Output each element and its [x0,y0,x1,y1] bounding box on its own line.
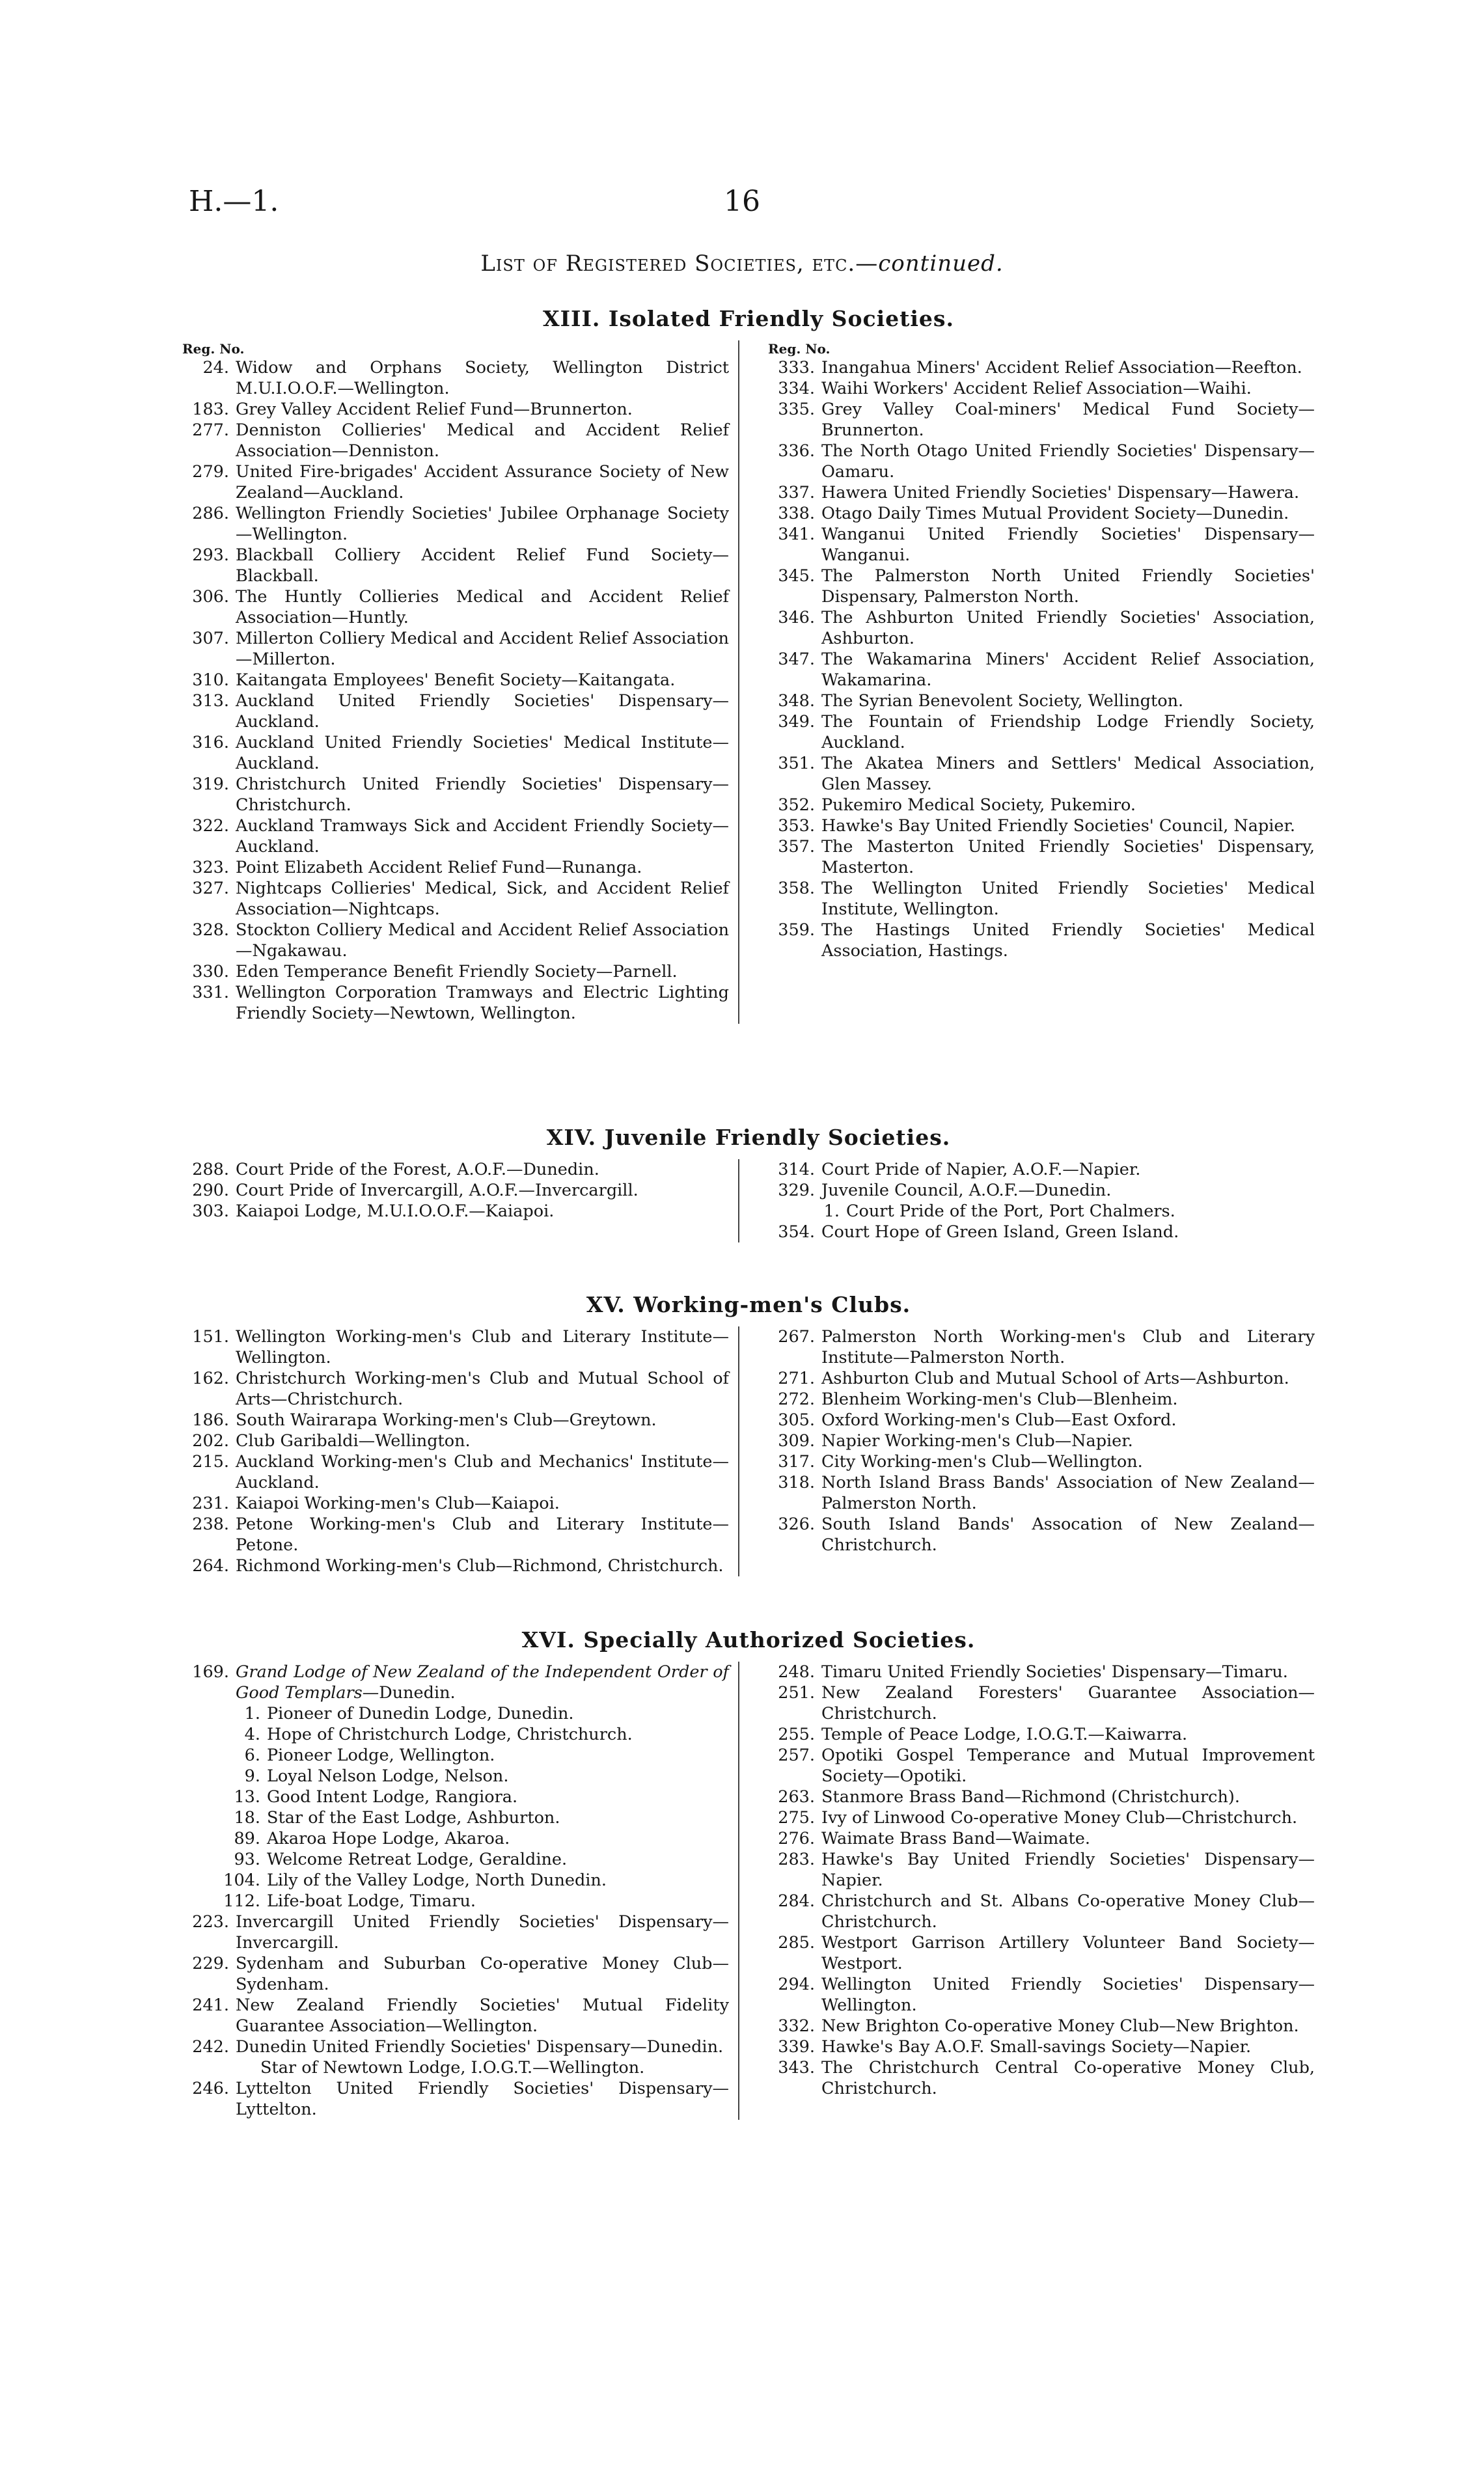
reg-number: 263. [778,1787,815,1807]
reg-number: 358. [778,879,815,898]
list-item [182,586,729,628]
society-name: Petone Working-men's Club and Literary Institute—Petone. [236,1515,729,1555]
list-item [182,961,729,982]
society-location: —Dunedin. [362,1683,456,1703]
society-name: Waihi Workers' Accident Relief Association—Waihi. [821,379,1252,398]
reg-number: 13. [234,1787,260,1807]
list-item [182,670,729,691]
list-item [182,1912,729,1953]
reg-number: 318. [778,1473,815,1492]
reg-number: 290. [192,1181,229,1200]
society-name: New Zealand Foresters' Guarantee Association—Christchurch. [821,1683,1315,1723]
list-item [768,1828,1315,1849]
list-item [182,1787,729,1807]
list-item [768,1891,1315,1932]
list-item [182,628,729,670]
reg-number: 323. [192,858,229,877]
reg-number: 272. [778,1390,815,1409]
list-item [182,1159,729,1180]
society-name: The North Otago United Friendly Societies' Dispensary—Oamaru. [821,441,1315,482]
society-name: Good Intent Lodge, Rangiora. [267,1787,518,1807]
list-item [768,1974,1315,2016]
reg-number: 326. [778,1515,815,1534]
left-column [182,1159,739,1242]
society-name [236,1662,729,1703]
society-name: Pioneer Lodge, Wellington. [267,1746,495,1765]
society-name: Opotiki Gospel Temperance and Mutual Improvement Society—Opotiki. [821,1746,1315,1786]
society-name: Oxford Working-men's Club—East Oxford. [821,1410,1177,1430]
list-item [768,1451,1315,1472]
section-title: XIII. Isolated Friendly Societies. [543,306,954,331]
list-item [182,503,729,545]
reg-number: 215. [192,1452,229,1472]
list-item [768,1514,1315,1556]
list-item [768,1849,1315,1891]
section-title: XVI. Specially Authorized Societies. [521,1627,976,1653]
page-title [0,251,1484,277]
reg-number: 277. [192,420,229,440]
reg-number: 112. [223,1891,260,1911]
list-item [768,2037,1315,2057]
list-item [768,1431,1315,1451]
society-name: Waimate Brass Band—Waimate. [821,1829,1090,1848]
reg-number: 306. [192,587,229,607]
page-header [0,185,1484,237]
reg-number: 307. [192,629,229,648]
reg-number: 104. [223,1871,260,1890]
list-item [768,1180,1315,1201]
society-name: Christchurch Working-men's Club and Mutual School of Arts—Christchurch. [236,1369,729,1409]
society-name: The Hastings United Friendly Societies' Medical Association, Hastings. [821,920,1315,961]
list-item [182,1828,729,1849]
society-name: Ashburton Club and Mutual School of Arts—Ashburton. [821,1369,1289,1388]
society-name: Hawera United Friendly Societies' Dispensary—Hawera. [821,483,1300,502]
society-name: United Fire-brigades' Accident Assurance Society of New Zealand—Auckland. [236,462,729,502]
list-item [768,711,1315,753]
list-item [768,1682,1315,1724]
society-name: Kaiapoi Working-men's Club—Kaiapoi. [236,1494,560,1513]
list-item [768,649,1315,691]
list-item [182,2037,729,2057]
list-item [768,816,1315,836]
reg-number: 169. [192,1662,229,1682]
list-item [182,878,729,920]
list-item [182,1201,729,1222]
reg-number: 1. [823,1201,840,1221]
reg-number: 347. [778,650,815,669]
reg-no-heading: Reg. No. [768,341,831,357]
section-title: XIV. Juvenile Friendly Societies. [546,1125,951,1150]
society-name-italic: Grand Lodge of New Zealand of the Independent Order of Good Templars [236,1662,729,1703]
reg-number: 335. [778,400,815,419]
society-name: Auckland Working-men's Club and Mechanics' Institute—Auckland. [236,1452,729,1492]
reg-number: 346. [778,608,815,627]
list-item [768,1201,1315,1222]
society-name: Life-boat Lodge, Timaru. [267,1891,476,1911]
list-item [182,1995,729,2037]
reg-number: 6. [244,1746,260,1765]
reg-number: 238. [192,1515,229,1534]
reg-number: 348. [778,691,815,711]
list-item [768,1807,1315,1828]
society-name: The Christchurch Central Co-operative Money Club, Christchurch. [821,2058,1315,2098]
society-name: Kaitangata Employees' Benefit Society—Kaitangata. [236,670,676,690]
society-name: Eden Temperance Benefit Friendly Society—Parnell. [236,962,678,981]
list-item [768,1745,1315,1787]
reg-number: 283. [778,1850,815,1869]
reg-number: 336. [778,441,815,461]
list-item [768,2016,1315,2037]
society-name: Christchurch and St. Albans Co-operative Money Club—Christchurch. [821,1891,1315,1932]
reg-number: 331. [192,983,229,1002]
reg-number: 333. [778,358,815,377]
society-name: Wellington Friendly Societies' Jubilee Orphanage Society—Wellington. [236,504,729,544]
list-item [182,1745,729,1766]
society-name: Invercargill United Friendly Societies' Dispensary—Invercargill. [236,1912,729,1953]
list-item [768,566,1315,607]
society-name: Auckland United Friendly Societies' Medical Institute—Auckland. [236,733,729,773]
list-item [182,399,729,420]
page-number: 16 [724,185,760,218]
list-item [768,399,1315,441]
reg-number: 345. [778,566,815,586]
reg-number: 286. [192,504,229,523]
society-name: Wellington United Friendly Societies' Dispensary—Wellington. [821,1975,1315,2015]
reg-number: 242. [192,2037,229,2057]
society-name: Akaroa Hope Lodge, Akaroa. [267,1829,510,1848]
list-item [182,357,729,399]
list-item [768,1159,1315,1180]
society-name: Grey Valley Coal-miners' Medical Fund Society—Brunnerton. [821,400,1315,440]
society-name: Pioneer of Dunedin Lodge, Dunedin. [267,1704,574,1723]
list-item [768,878,1315,920]
list-item [182,420,729,461]
society-name: Kaiapoi Lodge, M.U.I.O.O.F.—Kaiapoi. [236,1201,555,1221]
society-name: Court Pride of Napier, A.O.F.—Napier. [821,1160,1141,1179]
list-item [182,920,729,961]
list-item [768,607,1315,649]
section-isolated-friendly-societies [182,306,1315,1024]
list-item [768,1724,1315,1745]
society-name: Widow and Orphans Society, Wellington District M.U.I.O.O.F.—Wellington. [236,358,729,398]
reg-number: 338. [778,504,815,523]
society-name: The Palmerston North United Friendly Societies' Dispensary, Palmerston North. [821,566,1315,607]
society-name: Temple of Peace Lodge, I.O.G.T.—Kaiwarra. [821,1725,1188,1744]
reg-number: 18. [234,1808,260,1828]
society-name: South Wairarapa Working-men's Club—Greytown. [236,1410,657,1430]
list-item [768,441,1315,482]
society-name: The Syrian Benevolent Society, Wellington. [821,691,1184,711]
society-name: The Fountain of Friendship Lodge Friendly Society, Auckland. [821,712,1315,752]
society-name: Auckland Tramways Sick and Accident Friendly Society—Auckland. [236,816,729,857]
reg-number: 353. [778,816,815,836]
reg-number: 229. [192,1954,229,1973]
society-name: Nightcaps Collieries' Medical, Sick, and Accident Relief Association—Nightcaps. [236,879,729,919]
society-name: Denniston Collieries' Medical and Accident Relief Association—Denniston. [236,420,729,461]
list-item [182,1662,729,1703]
list-item [768,524,1315,566]
society-name: Court Pride of the Port, Port Chalmers. [846,1201,1175,1221]
reg-number: 93. [234,1850,260,1869]
reg-number: 246. [192,2079,229,2098]
left-column [182,340,739,1024]
society-name: City Working-men's Club—Wellington. [821,1452,1143,1472]
reg-number: 24. [202,358,229,377]
reg-number: 343. [778,2058,815,2078]
society-name: Pukemiro Medical Society, Pukemiro. [821,795,1136,815]
reg-number: 275. [778,1808,815,1828]
society-name: Dunedin United Friendly Societies' Dispensary—Dunedin. [236,2037,724,2057]
society-name: Loyal Nelson Lodge, Nelson. [267,1766,509,1786]
section-specially-authorized-societies [182,1627,1315,2120]
society-name: Star of the East Lodge, Ashburton. [267,1808,560,1828]
society-name: Grey Valley Accident Relief Fund—Brunnerton. [236,400,633,419]
reg-number: 314. [778,1160,815,1179]
reg-number: 285. [778,1933,815,1953]
reg-number: 255. [778,1725,815,1744]
list-item [768,1222,1315,1242]
list-item [182,1451,729,1493]
reg-number: 334. [778,379,815,398]
list-item [768,1368,1315,1389]
list-item [182,1514,729,1556]
document-code: H.—1. [189,185,279,218]
reg-number: 248. [778,1662,815,1682]
reg-number: 151. [192,1327,229,1347]
list-item [182,1891,729,1912]
reg-number: 241. [192,1996,229,2015]
list-item [768,1932,1315,1974]
list-item [768,1389,1315,1410]
list-item [182,1368,729,1410]
reg-number: 319. [192,775,229,794]
society-name: Millerton Colliery Medical and Accident Relief Association—Millerton. [236,629,729,669]
reg-number: 183. [192,400,229,419]
reg-number: 354. [778,1222,815,1242]
society-name: Hope of Christchurch Lodge, Christchurch. [267,1725,633,1744]
list-item [182,2057,729,2078]
reg-number: 310. [192,670,229,690]
right-column [762,340,1315,1024]
reg-number: 1. [244,1704,260,1723]
society-name: The Ashburton United Friendly Societies' Association, Ashburton. [821,608,1315,648]
list-item [182,1724,729,1745]
society-name: North Island Brass Bands' Association of New Zealand—Palmerston North. [821,1473,1315,1513]
reg-number: 264. [192,1556,229,1576]
reg-number: 294. [778,1975,815,1994]
list-item [182,1431,729,1451]
list-item [768,1787,1315,1807]
reg-number: 231. [192,1494,229,1513]
society-name: The Masterton United Friendly Societies' Dispensary, Masterton. [821,837,1315,877]
reg-number [182,2057,260,2078]
left-column [182,1662,739,2120]
reg-number: 330. [192,962,229,981]
list-item [768,836,1315,878]
society-name: Court Hope of Green Island, Green Island. [821,1222,1179,1242]
reg-number: 309. [778,1431,815,1451]
reg-number: 327. [192,879,229,898]
list-item [768,1410,1315,1431]
society-name: Sydenham and Suburban Co-operative Money Club—Sydenham. [236,1954,729,1994]
list-item [768,2057,1315,2099]
list-item [182,461,729,503]
list-item [182,982,729,1024]
list-item [182,857,729,878]
list-item [182,1180,729,1201]
list-item [182,691,729,732]
society-name: Wellington Corporation Tramways and Electric Lighting Friendly Society—Newtown, Wellington. [236,983,729,1023]
society-name: Timaru United Friendly Societies' Dispensary—Timaru. [821,1662,1288,1682]
society-name: Star of Newtown Lodge, I.O.G.T.—Wellington. [260,2058,645,2078]
list-item [182,816,729,857]
reg-number: 332. [778,2016,815,2036]
reg-number: 267. [778,1327,815,1347]
reg-number: 349. [778,712,815,732]
reg-number: 352. [778,795,815,815]
reg-no-heading: Reg. No. [182,341,245,357]
list-item [182,1953,729,1995]
list-item [182,1766,729,1787]
society-name: Lily of the Valley Lodge, North Dunedin. [267,1871,607,1890]
title-main: List of Registered Societies, etc.— [480,251,879,277]
list-item [768,482,1315,503]
right-column [762,1662,1315,2120]
reg-number: 288. [192,1160,229,1179]
reg-number: 89. [234,1829,260,1848]
reg-number: 339. [778,2037,815,2057]
list-item [182,1703,729,1724]
society-name: Blackball Colliery Accident Relief Fund Society—Blackball. [236,545,729,586]
society-name: Wanganui United Friendly Societies' Dispensary—Wanganui. [821,525,1315,565]
reg-number: 251. [778,1683,815,1703]
list-item [768,795,1315,816]
list-item [182,545,729,586]
society-name: Lyttelton United Friendly Societies' Dispensary—Lyttelton. [236,2079,729,2119]
title-suffix: continued. [878,251,1004,277]
reg-number: 357. [778,837,815,857]
list-item [768,920,1315,961]
reg-number: 313. [192,691,229,711]
reg-number: 316. [192,733,229,752]
section-title: XV. Working-men's Clubs. [586,1292,911,1317]
reg-number: 257. [778,1746,815,1765]
list-item [768,357,1315,378]
society-name: Club Garibaldi—Wellington. [236,1431,471,1451]
society-name: Palmerston North Working-men's Club and Literary Institute—Palmerston North. [821,1327,1315,1367]
society-name: Hawke's Bay A.O.F. Small-savings Society—Napier. [821,2037,1252,2057]
reg-number: 202. [192,1431,229,1451]
reg-number: 284. [778,1891,815,1911]
society-name: Hawke's Bay United Friendly Societies' Dispensary—Napier. [821,1850,1315,1890]
section-working-mens-clubs [182,1292,1315,1576]
society-name: Court Pride of Invercargill, A.O.F.—Invercargill. [236,1181,639,1200]
reg-number: 322. [192,816,229,836]
society-name: South Island Bands' Assocation of New Zealand—Christchurch. [821,1515,1315,1555]
list-item [182,774,729,816]
list-item [768,1472,1315,1514]
society-name: Welcome Retreat Lodge, Geraldine. [267,1850,568,1869]
society-name: Point Elizabeth Accident Relief Fund—Runanga. [236,858,642,877]
society-name: Otago Daily Times Mutual Provident Society—Dunedin. [821,504,1289,523]
reg-number: 4. [244,1725,260,1744]
society-name: Stanmore Brass Band—Richmond (Christchurch). [821,1787,1240,1807]
reg-number: 317. [778,1452,815,1472]
reg-number: 223. [192,1912,229,1932]
reg-number: 303. [192,1201,229,1221]
list-item [182,1849,729,1870]
society-name: Christchurch United Friendly Societies' Dispensary—Christchurch. [236,775,729,815]
section-juvenile-friendly-societies [182,1125,1315,1242]
society-name: The Wakamarina Miners' Accident Relief Association, Wakamarina. [821,650,1315,690]
reg-number: 337. [778,483,815,502]
list-item [768,378,1315,399]
right-column [762,1159,1315,1242]
list-item [768,503,1315,524]
reg-number: 271. [778,1369,815,1388]
society-name: Blenheim Working-men's Club—Blenheim. [821,1390,1178,1409]
list-item [182,2078,729,2120]
list-item [768,1662,1315,1682]
reg-number: 328. [192,920,229,940]
reg-number: 341. [778,525,815,544]
society-name: The Huntly Collieries Medical and Accident Relief Association—Huntly. [236,587,729,627]
reg-number: 186. [192,1410,229,1430]
society-name: Stockton Colliery Medical and Accident Relief Association—Ngakawau. [236,920,729,961]
society-name: Court Pride of the Forest, A.O.F.—Dunedin. [236,1160,599,1179]
society-name: The Wellington United Friendly Societies' Medical Institute, Wellington. [821,879,1315,919]
right-column [762,1326,1315,1576]
reg-number: 162. [192,1369,229,1388]
list-item [182,1410,729,1431]
society-name: The Akatea Miners and Settlers' Medical Association, Glen Massey. [821,754,1315,794]
list-item [768,753,1315,795]
list-item [182,1870,729,1891]
list-item [182,1326,729,1368]
society-name: Wellington Working-men's Club and Literary Institute—Wellington. [236,1327,729,1367]
society-name: Westport Garrison Artillery Volunteer Band Society—Westport. [821,1933,1315,1973]
society-name: Hawke's Bay United Friendly Societies' Council, Napier. [821,816,1295,836]
left-column [182,1326,739,1576]
reg-number: 293. [192,545,229,565]
society-name: Juvenile Council, A.O.F.—Dunedin. [821,1181,1112,1200]
reg-number: 279. [192,462,229,482]
reg-number: 276. [778,1829,815,1848]
reg-number: 9. [244,1766,260,1786]
society-name: Napier Working-men's Club—Napier. [821,1431,1133,1451]
reg-number: 329. [778,1181,815,1200]
society-name: Auckland United Friendly Societies' Dispensary—Auckland. [236,691,729,732]
society-name: Inangahua Miners' Accident Relief Association—Reefton. [821,358,1302,377]
society-name: Richmond Working-men's Club—Richmond, Christchurch. [236,1556,724,1576]
list-item [768,691,1315,711]
list-item [182,1807,729,1828]
list-item [182,1556,729,1576]
society-name: New Zealand Friendly Societies' Mutual Fidelity Guarantee Association—Wellington. [236,1996,729,2036]
reg-number: 305. [778,1410,815,1430]
society-name: Ivy of Linwood Co-operative Money Club—Christchurch. [821,1808,1298,1828]
society-name: New Brighton Co-operative Money Club—New Brighton. [821,2016,1299,2036]
reg-number: 359. [778,920,815,940]
list-item [182,732,729,774]
list-item [768,1326,1315,1368]
reg-number: 351. [778,754,815,773]
list-item [182,1493,729,1514]
